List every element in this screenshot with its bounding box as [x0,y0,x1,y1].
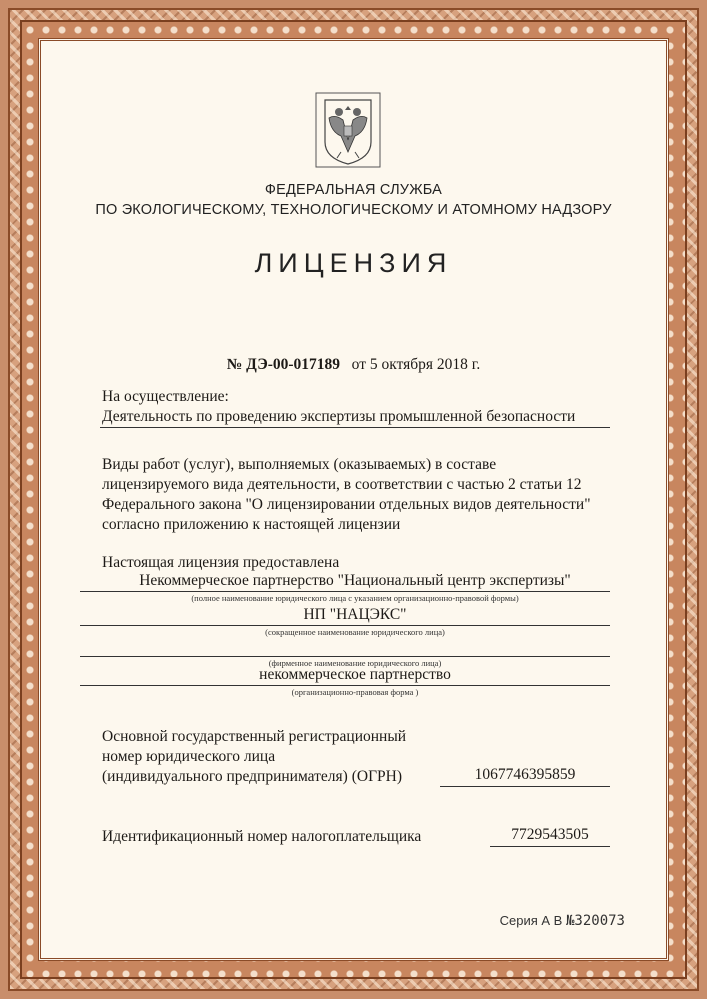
brand-name-caption: (фирменное наименование юридического лица) [268,658,442,668]
holder-short-name: НП "НАЦЭКС" [303,606,407,623]
holder-label: Настоящая лицензия предоставлена [102,554,340,571]
ogrn-line-3: (индивидуального предпринимателя) (ОГРН) [102,768,403,785]
full-name-caption: (полное наименование юридического лица с указанием организационно-правовой формы) [191,593,519,603]
blank-series [500,913,625,929]
coat-of-arms-icon [315,92,381,168]
agency-line-2: ПО ЭКОЛОГИЧЕСКОМУ, ТЕХНОЛОГИЧЕСКОМУ И АТОМНОМУ НАДЗОРУ [95,202,612,218]
license-number-line [60,356,647,374]
works-line-1: Виды работ (услуг), выполняемых (оказываемых) в составе [102,456,497,473]
agency-line-1: ФЕДЕРАЛЬНАЯ СЛУЖБА [264,182,443,198]
ogrn-line-2: номер юридического лица [102,748,276,765]
inn-underline [490,846,610,847]
purpose-underline [100,427,610,428]
series-number: №320073 [565,913,625,929]
ogrn-underline [440,786,610,787]
full-name-underline [80,591,610,592]
works-line-3: Федерального закона "О лицензировании отдельных видов деятельности" [102,496,591,513]
series-label: Серия А В [499,913,563,928]
certificate-content [60,60,647,939]
works-line-4: согласно приложению к настоящей лицензии [102,516,401,533]
inn-value: 7729543505 [511,826,589,843]
document-title: ЛИЦЕНЗИЯ [254,248,453,278]
purpose-value: Деятельность по проведению экспертизы промышленной безопасности [102,408,576,425]
short-name-underline [80,625,610,626]
holder-legal-form: некоммерческое партнерство [259,666,451,683]
license-number: № ДЭ-00-017189 [226,356,341,373]
license-date: от 5 октября 2018 г. [351,356,481,373]
short-name-caption: (сокращенное наименование юридического лица) [265,627,445,637]
works-line-2: лицензируемого вида деятельности, в соответствии с частью 2 статьи 12 [102,476,582,493]
holder-full-name: Некоммерческое партнерство "Национальный центр экспертизы" [139,572,571,589]
ogrn-line-1: Основной государственный регистрационный [102,728,407,745]
legal-form-caption: (организационно-правовая форма ) [291,687,419,697]
inn-label: Идентификационный номер налогоплательщика [102,828,422,845]
ogrn-value: 1067746395859 [474,766,576,783]
issuing-agency [60,180,647,220]
brand-name-underline [80,656,610,657]
purpose-label: На осуществление: [102,388,229,405]
legal-form-underline [80,685,610,686]
